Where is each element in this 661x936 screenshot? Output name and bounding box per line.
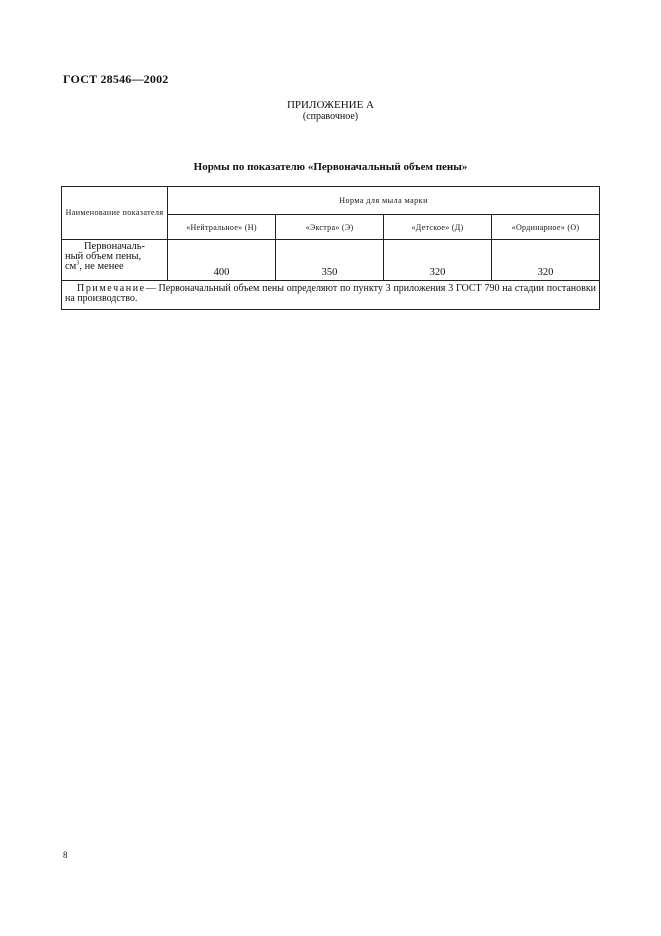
page-number: 8	[63, 850, 68, 860]
brand-header-children: «Детское» (Д)	[384, 215, 492, 240]
indicator-label-line2: ный объем пены,	[65, 251, 142, 262]
appendix-subtitle: (справочное)	[302, 111, 359, 122]
brand-header-ordinary: «Ординарное» (О)	[492, 215, 600, 240]
value-extra: 350	[276, 240, 384, 281]
standard-code: ГОСТ 28546—2002	[63, 72, 169, 86]
table-caption: Нормы по показателю «Первоначальный объем пены»	[193, 161, 468, 173]
table-header-row	[62, 187, 600, 215]
value-children: 320	[384, 240, 492, 281]
indicator-label-line3: $см^3$, не менее	[65, 260, 124, 272]
note-row	[62, 281, 600, 310]
brand-header-extra: «Экстра» (Э)	[276, 215, 384, 240]
note-cell	[62, 281, 600, 310]
table-row	[62, 240, 600, 281]
value-neutral: 400	[168, 240, 276, 281]
note-label: Примечание	[77, 283, 146, 294]
indicator-label	[62, 240, 168, 281]
indicator-name-header: Наименование показателя	[62, 187, 168, 240]
soap-grade-group-header: Норма для мыла марки	[168, 187, 600, 215]
note-text: — Первоначальный объем пены определяют по пункту 3 приложения 3 ГОСТ 790 на стадии постановки на производство.	[65, 283, 597, 304]
value-ordinary: 320	[492, 240, 600, 281]
brand-header-neutral: «Нейтральное» (Н)	[168, 215, 276, 240]
appendix-title: ПРИЛОЖЕНИЕ А	[286, 99, 374, 111]
norms-table	[61, 186, 600, 310]
indicator-label-line1: Первоначаль-	[83, 241, 146, 252]
